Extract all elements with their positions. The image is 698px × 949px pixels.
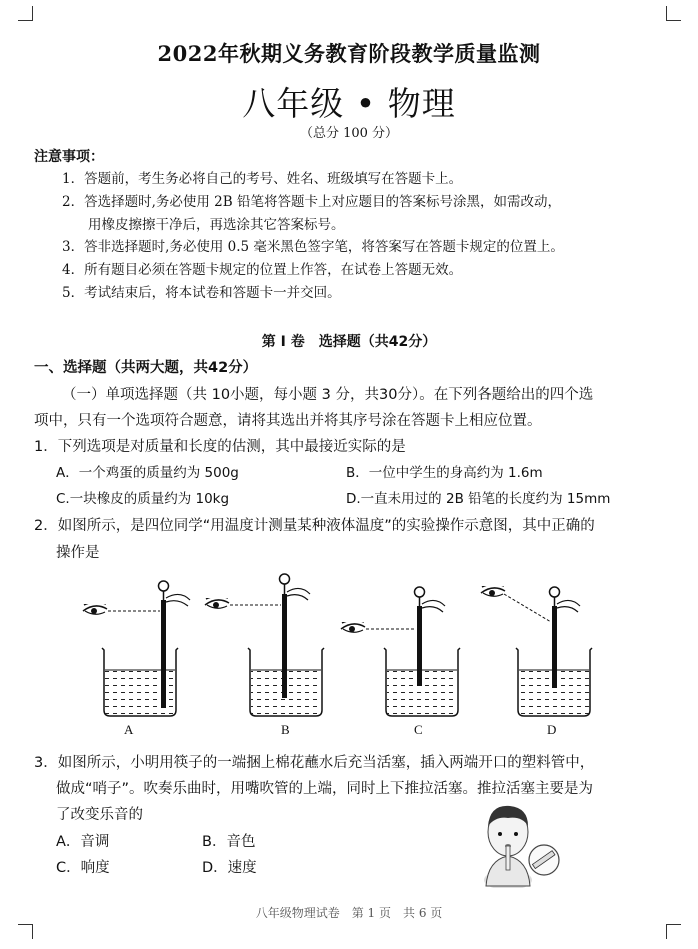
q3-stem-2: 做成“哨子”。吹奏乐曲时，用嘴吹管的上端，同时上下推拉活塞。推拉活塞主要是为 [56, 781, 594, 797]
q1-stem: 1．下列选项是对质量和长度的估测，其中最接近实际的是 [34, 439, 406, 455]
notice-item-2-cont: 用橡皮擦擦干净后，再选涂其它答案标号。 [88, 217, 345, 233]
boy-whistle-illustration [478, 798, 578, 888]
corner-mark-bottom-right [666, 924, 681, 939]
beaker-b [205, 574, 324, 716]
q1-option-c: C.一块橡皮的质量约为 10kg [56, 491, 230, 507]
notice-heading: 注意事项： [34, 149, 104, 165]
q2-stem-2: 操作是 [56, 545, 100, 561]
q3-option-b: B．音色 [202, 834, 256, 850]
q3-stem-3: 了改变乐音的 [56, 807, 143, 823]
beaker-c [341, 587, 460, 716]
q2-stem-1: 2．如图所示，是四位同学“用温度计测量某种液体温度”的实验操作示意图，其中正确的 [34, 518, 595, 534]
q3-option-d: D．速度 [202, 860, 257, 876]
q1-option-d: D.一直未用过的 2B 铅笔的长度约为 15mm [346, 491, 611, 507]
corner-mark-top-left [18, 6, 33, 21]
beaker-d [481, 584, 592, 716]
exam-title: 2022年秋期义务教育阶段教学质量监测 [157, 41, 541, 66]
notice-item-1: 1．答题前，考生务必将自己的考号、姓名、班级填写在答题卡上。 [62, 171, 463, 187]
total-score: （总分 100 分） [299, 126, 399, 141]
notice-item-3: 3．答非选择题时,务必使用 0.5 毫米黑色签字笔，将答案写在答题卡规定的位置上。 [62, 239, 564, 255]
thermometer-figure [80, 570, 620, 740]
intro-line-1: （一）单项选择题（共 10小题，每小题 3 分，共30分）。在下列各题给出的四个选 [62, 387, 594, 403]
figure-label-c: C [414, 722, 423, 737]
page-footer: 八年级物理试卷 第 1 页 共 6 页 [255, 906, 443, 920]
q1-option-b: B．一位中学生的身高约为 1.6m [346, 465, 543, 481]
intro-line-2: 项中，只有一个选项符合题意，请将其选出并将其序号涂在答题卡上相应位置。 [34, 413, 542, 429]
corner-mark-top-right [666, 6, 681, 21]
section-title: 第 Ⅰ 卷 选择题（共42分） [261, 334, 437, 350]
figure-label-d: D [547, 722, 557, 737]
beaker-a [83, 581, 190, 716]
notice-item-4: 4．所有题目必须在答题卡规定的位置上作答，在试卷上答题无效。 [62, 262, 463, 278]
figure-label-a: A [124, 722, 134, 737]
exam-subject: 八年级 • 物理 [242, 84, 456, 123]
corner-mark-bottom-left [18, 924, 33, 939]
part-heading: 一、选择题（共两大题，共42分） [34, 360, 258, 376]
notice-item-2: 2．答选择题时,务必使用 2B 铅笔将答题卡上对应题目的答案标号涂黑，如需改动， [62, 194, 561, 210]
q3-option-c: C．响度 [56, 860, 110, 876]
q1-option-a: A．一个鸡蛋的质量约为 500g [56, 465, 239, 481]
q3-stem-1: 3．如图所示，小明用筷子的一端捆上棉花蘸水后充当活塞，插入两端开口的塑料管中， [34, 755, 595, 771]
notice-item-5: 5．考试结束后，将本试卷和答题卡一并交回。 [62, 285, 341, 301]
q3-option-a: A．音调 [56, 834, 110, 850]
figure-label-b: B [281, 722, 290, 737]
